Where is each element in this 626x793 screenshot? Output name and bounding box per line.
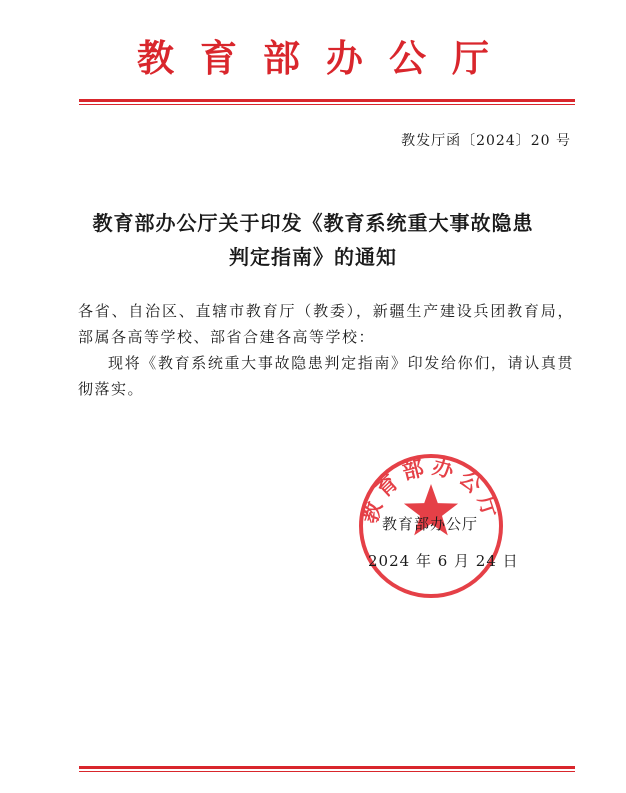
footer-divider-thin [79,771,575,772]
document-title [60,206,566,274]
header-divider-thick [79,99,575,102]
document-title-line-1: 教育部办公厅关于印发《教育系统重大事故隐患 [92,211,534,235]
header-divider-thin [79,104,575,105]
body-paragraph: 现将《教育系统重大事故隐患判定指南》印发给你们，请认真贯彻落实。 [78,354,574,398]
document-number: 教发厅函〔2024〕20 号 [401,133,571,149]
signatory-organization: 教育部办公厅 [382,515,479,533]
document-body [78,298,574,402]
footer-divider-thick [79,766,575,769]
document-title-line-2: 判定指南》的通知 [229,245,397,269]
issue-date: 2024 年 6 月 24 日 [368,552,519,570]
recipients-paragraph: 各省、自治区、直辖市教育厅（教委），新疆生产建设兵团教育局，部属各高等学校、部省合建各高等学校： [78,302,574,346]
letterhead-title: 教育部办公厅 [137,36,515,80]
seal-text: 教育部办公厅 [356,453,506,527]
